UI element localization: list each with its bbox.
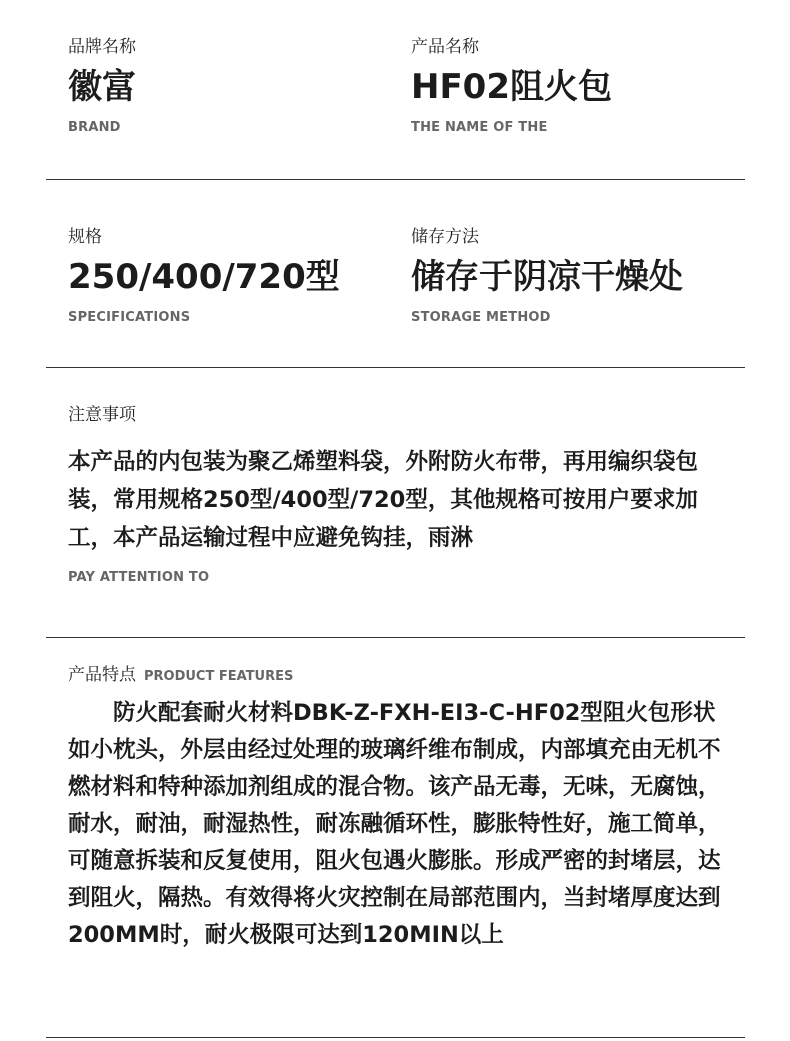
storage-value: 储存于阴凉干燥处 (411, 257, 683, 297)
notes-block (68, 403, 738, 587)
divider (46, 1037, 745, 1038)
spec-en: SPECIFICATIONS (68, 310, 191, 325)
divider (46, 179, 745, 180)
features-en: PRODUCT FEATURES (144, 669, 294, 684)
spec-label: 规格 (68, 227, 102, 247)
notes-en: PAY ATTENTION TO (68, 570, 210, 585)
spec-value: 250/400/720型 (68, 257, 340, 297)
features-block (68, 663, 728, 954)
spec-block (68, 225, 340, 327)
brand-block (68, 35, 136, 137)
features-body: 防火配套耐火材料DBK-Z-FXH-EI3-C-HF02型阻火包形状如小枕头，外层由经过处理的玻璃纤维布制成，内部填充由无机不燃材料和特种添加剂组成的混合物。该产品无毒，无味，无腐蚀，耐水，耐油，耐湿热性，耐冻融循环性，膨胀特性好，施工简单，可随意拆装和反复使用，阻火包遇火膨胀。形成严密的封堵层，达到阻火，隔热。有效得将火灾控制在局部范围内，当封堵厚度达到200MM时，耐火极限可达到120MIN以上 (68, 700, 721, 948)
storage-label: 储存方法 (411, 227, 479, 247)
storage-en: STORAGE METHOD (411, 310, 551, 325)
features-header (68, 663, 728, 687)
divider (46, 367, 745, 368)
brand-value: 徽富 (68, 67, 136, 107)
product-name-label: 产品名称 (411, 37, 479, 57)
brand-label: 品牌名称 (68, 37, 136, 57)
product-name-en: THE NAME OF THE (411, 120, 548, 135)
notes-body: 本产品的内包装为聚乙烯塑料袋，外附防火布带，再用编织袋包装，常用规格250型/400型/720型，其他规格可按用户要求加工，本产品运输过程中应避免钩挂，雨淋 (68, 449, 699, 551)
product-name-value: HF02阻火包 (411, 67, 612, 107)
features-body-wrap (68, 695, 728, 954)
product-name-block (411, 35, 612, 137)
notes-label: 注意事项 (68, 405, 136, 425)
features-label: 产品特点 (68, 665, 136, 685)
brand-en: BRAND (68, 120, 121, 135)
storage-block (411, 225, 683, 327)
divider (46, 637, 745, 638)
